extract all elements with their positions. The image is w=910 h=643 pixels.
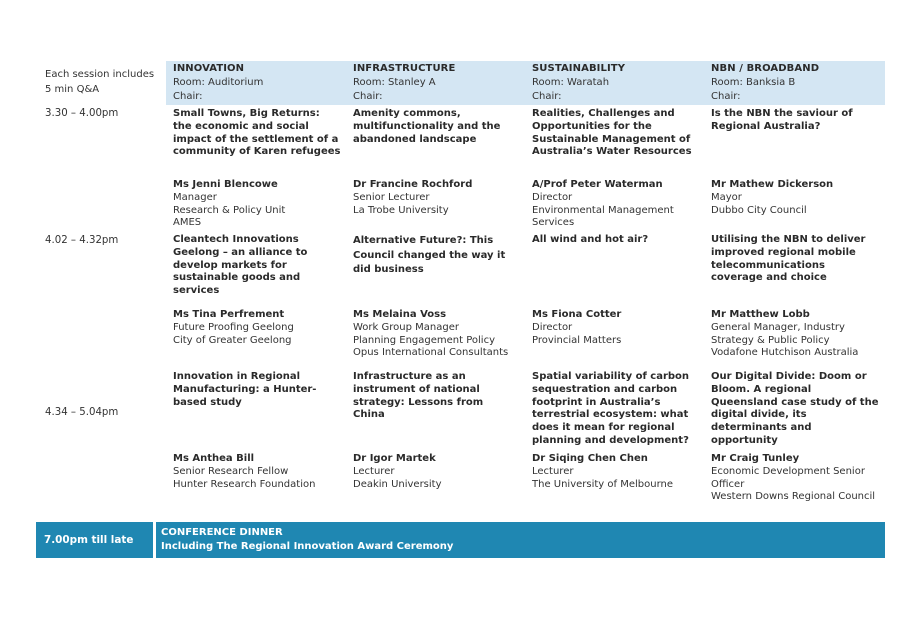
session-note: Each session includes 5 min Q&A — [45, 69, 155, 95]
speaker-detail: Lecturer — [532, 465, 574, 477]
dinner-title: CONFERENCE DINNER — [161, 527, 283, 538]
stream-title: INFRASTRUCTURE — [353, 63, 456, 74]
speaker-detail: Director — [532, 191, 573, 203]
speaker-block — [353, 453, 523, 491]
speaker-detail: Deakin University — [353, 478, 442, 490]
dinner-subtitle: Including The Regional Innovation Award Ceremony — [161, 541, 454, 552]
talk-title: Cleantech Innovations Geelong – an alliance to develop markets for sustainable goods and services — [173, 234, 308, 297]
speaker-block — [532, 179, 702, 230]
stream-room: Room: Auditorium — [173, 77, 264, 89]
talk-title: Amenity commons, multifunctionality and the abandoned landscape — [353, 108, 501, 145]
speaker-block — [173, 179, 343, 230]
talk-title: Infrastructure as an instrument of national strategy: Lessons from China — [353, 371, 484, 421]
talk-title: Small Towns, Big Returns: the economic and social impact of the settlement of a community of Karen refugees — [173, 108, 341, 158]
speaker-detail: The University of Melbourne — [532, 478, 674, 490]
speaker-name: Ms Anthea Bill — [173, 453, 255, 464]
talk-title: Is the NBN the saviour of Regional Australia? — [711, 108, 853, 132]
session-time: 4.02 – 4.32pm — [45, 235, 119, 246]
speaker-block — [711, 179, 881, 217]
stream-header-broadband — [711, 62, 881, 105]
speaker-name: Dr Igor Martek — [353, 453, 436, 464]
stream-chair: Chair: — [173, 91, 203, 103]
speaker-detail: Western Downs Regional Council — [711, 491, 876, 503]
stream-title: INNOVATION — [173, 63, 245, 74]
speaker-detail: Planning Engagement Policy — [353, 334, 495, 346]
speaker-block — [532, 453, 702, 491]
talk-title: All wind and hot air? — [532, 234, 649, 245]
stream-room: Room: Waratah — [532, 77, 610, 89]
stream-chair: Chair: — [353, 91, 383, 103]
speaker-name: Mr Craig Tunley — [711, 453, 800, 464]
speaker-block — [711, 453, 883, 504]
speaker-detail: AMES — [173, 217, 202, 229]
stream-chair: Chair: — [711, 91, 741, 103]
speaker-name: A/Prof Peter Waterman — [532, 179, 663, 190]
speaker-detail: Dubbo City Council — [711, 204, 807, 216]
talk-title: Alternative Future?: This Council changed the way it did business — [353, 235, 506, 275]
speaker-name: Ms Melaina Voss — [353, 309, 447, 320]
speaker-detail: Mayor — [711, 191, 742, 203]
speaker-block — [173, 453, 343, 491]
speaker-detail: Lecturer — [353, 465, 395, 477]
talk-title: Utilising the NBN to deliver improved regional mobile telecommunications coverage and choice — [711, 234, 866, 284]
speaker-detail: Manager — [173, 191, 217, 203]
speaker-name: Ms Jenni Blencowe — [173, 179, 278, 190]
speaker-detail: Opus International Consultants — [353, 347, 509, 359]
speaker-detail: General Manager, Industry Strategy & Public Policy — [711, 321, 845, 346]
speaker-block — [711, 309, 883, 360]
speaker-block — [173, 309, 343, 347]
speaker-detail: Hunter Research Foundation — [173, 478, 316, 490]
speaker-block — [353, 179, 523, 217]
speaker-block — [532, 309, 702, 347]
speaker-name: Ms Tina Perfrement — [173, 309, 285, 320]
stream-title: SUSTAINABILITY — [532, 63, 626, 74]
speaker-detail: Senior Research Fellow — [173, 465, 289, 477]
dinner-time: 7.00pm till late — [44, 534, 134, 546]
speaker-detail: Economic Development Senior Officer — [711, 465, 865, 490]
dinner-description — [161, 526, 453, 554]
stream-header-sustainability — [532, 62, 702, 105]
speaker-detail: Provincial Matters — [532, 334, 622, 346]
talk-title: Our Digital Divide: Doom or Bloom. A regional Queensland case study of the digital divide, its determinants and opportunity — [711, 371, 879, 446]
stream-header-infrastructure — [353, 62, 523, 105]
speaker-detail: Environmental Management Services — [532, 204, 674, 229]
speaker-detail: City of Greater Geelong — [173, 334, 292, 346]
stream-chair: Chair: — [532, 91, 562, 103]
talk-title: Realities, Challenges and Opportunities for the Sustainable Management of Australia’s Water Resources — [532, 108, 692, 158]
stream-title: NBN / BROADBAND — [711, 63, 820, 74]
speaker-detail: Director — [532, 321, 573, 333]
stream-room: Room: Banksia B — [711, 77, 796, 89]
speaker-name: Ms Fiona Cotter — [532, 309, 622, 320]
speaker-detail: Research & Policy Unit — [173, 204, 286, 216]
speaker-detail: Future Proofing Geelong — [173, 321, 294, 333]
speaker-detail: Senior Lecturer — [353, 191, 430, 203]
session-time: 3.30 – 4.00pm — [45, 108, 119, 119]
speaker-detail: Vodafone Hutchison Australia — [711, 347, 859, 359]
stream-header-innovation — [173, 62, 343, 105]
speaker-name: Mr Mathew Dickerson — [711, 179, 834, 190]
speaker-name: Dr Francine Rochford — [353, 179, 473, 190]
talk-title: Spatial variability of carbon sequestration and carbon footprint in Australia’s terrestrial ecosystem: what does it mean for regional planning and development? — [532, 371, 690, 446]
speaker-name: Dr Siqing Chen Chen — [532, 453, 648, 464]
speaker-block — [353, 309, 525, 360]
session-time: 4.34 – 5.04pm — [45, 407, 119, 418]
stream-room: Room: Stanley A — [353, 77, 436, 89]
speaker-name: Mr Matthew Lobb — [711, 309, 810, 320]
talk-title: Innovation in Regional Manufacturing: a Hunter-based study — [173, 371, 317, 408]
speaker-detail: La Trobe University — [353, 204, 449, 216]
speaker-detail: Work Group Manager — [353, 321, 459, 333]
